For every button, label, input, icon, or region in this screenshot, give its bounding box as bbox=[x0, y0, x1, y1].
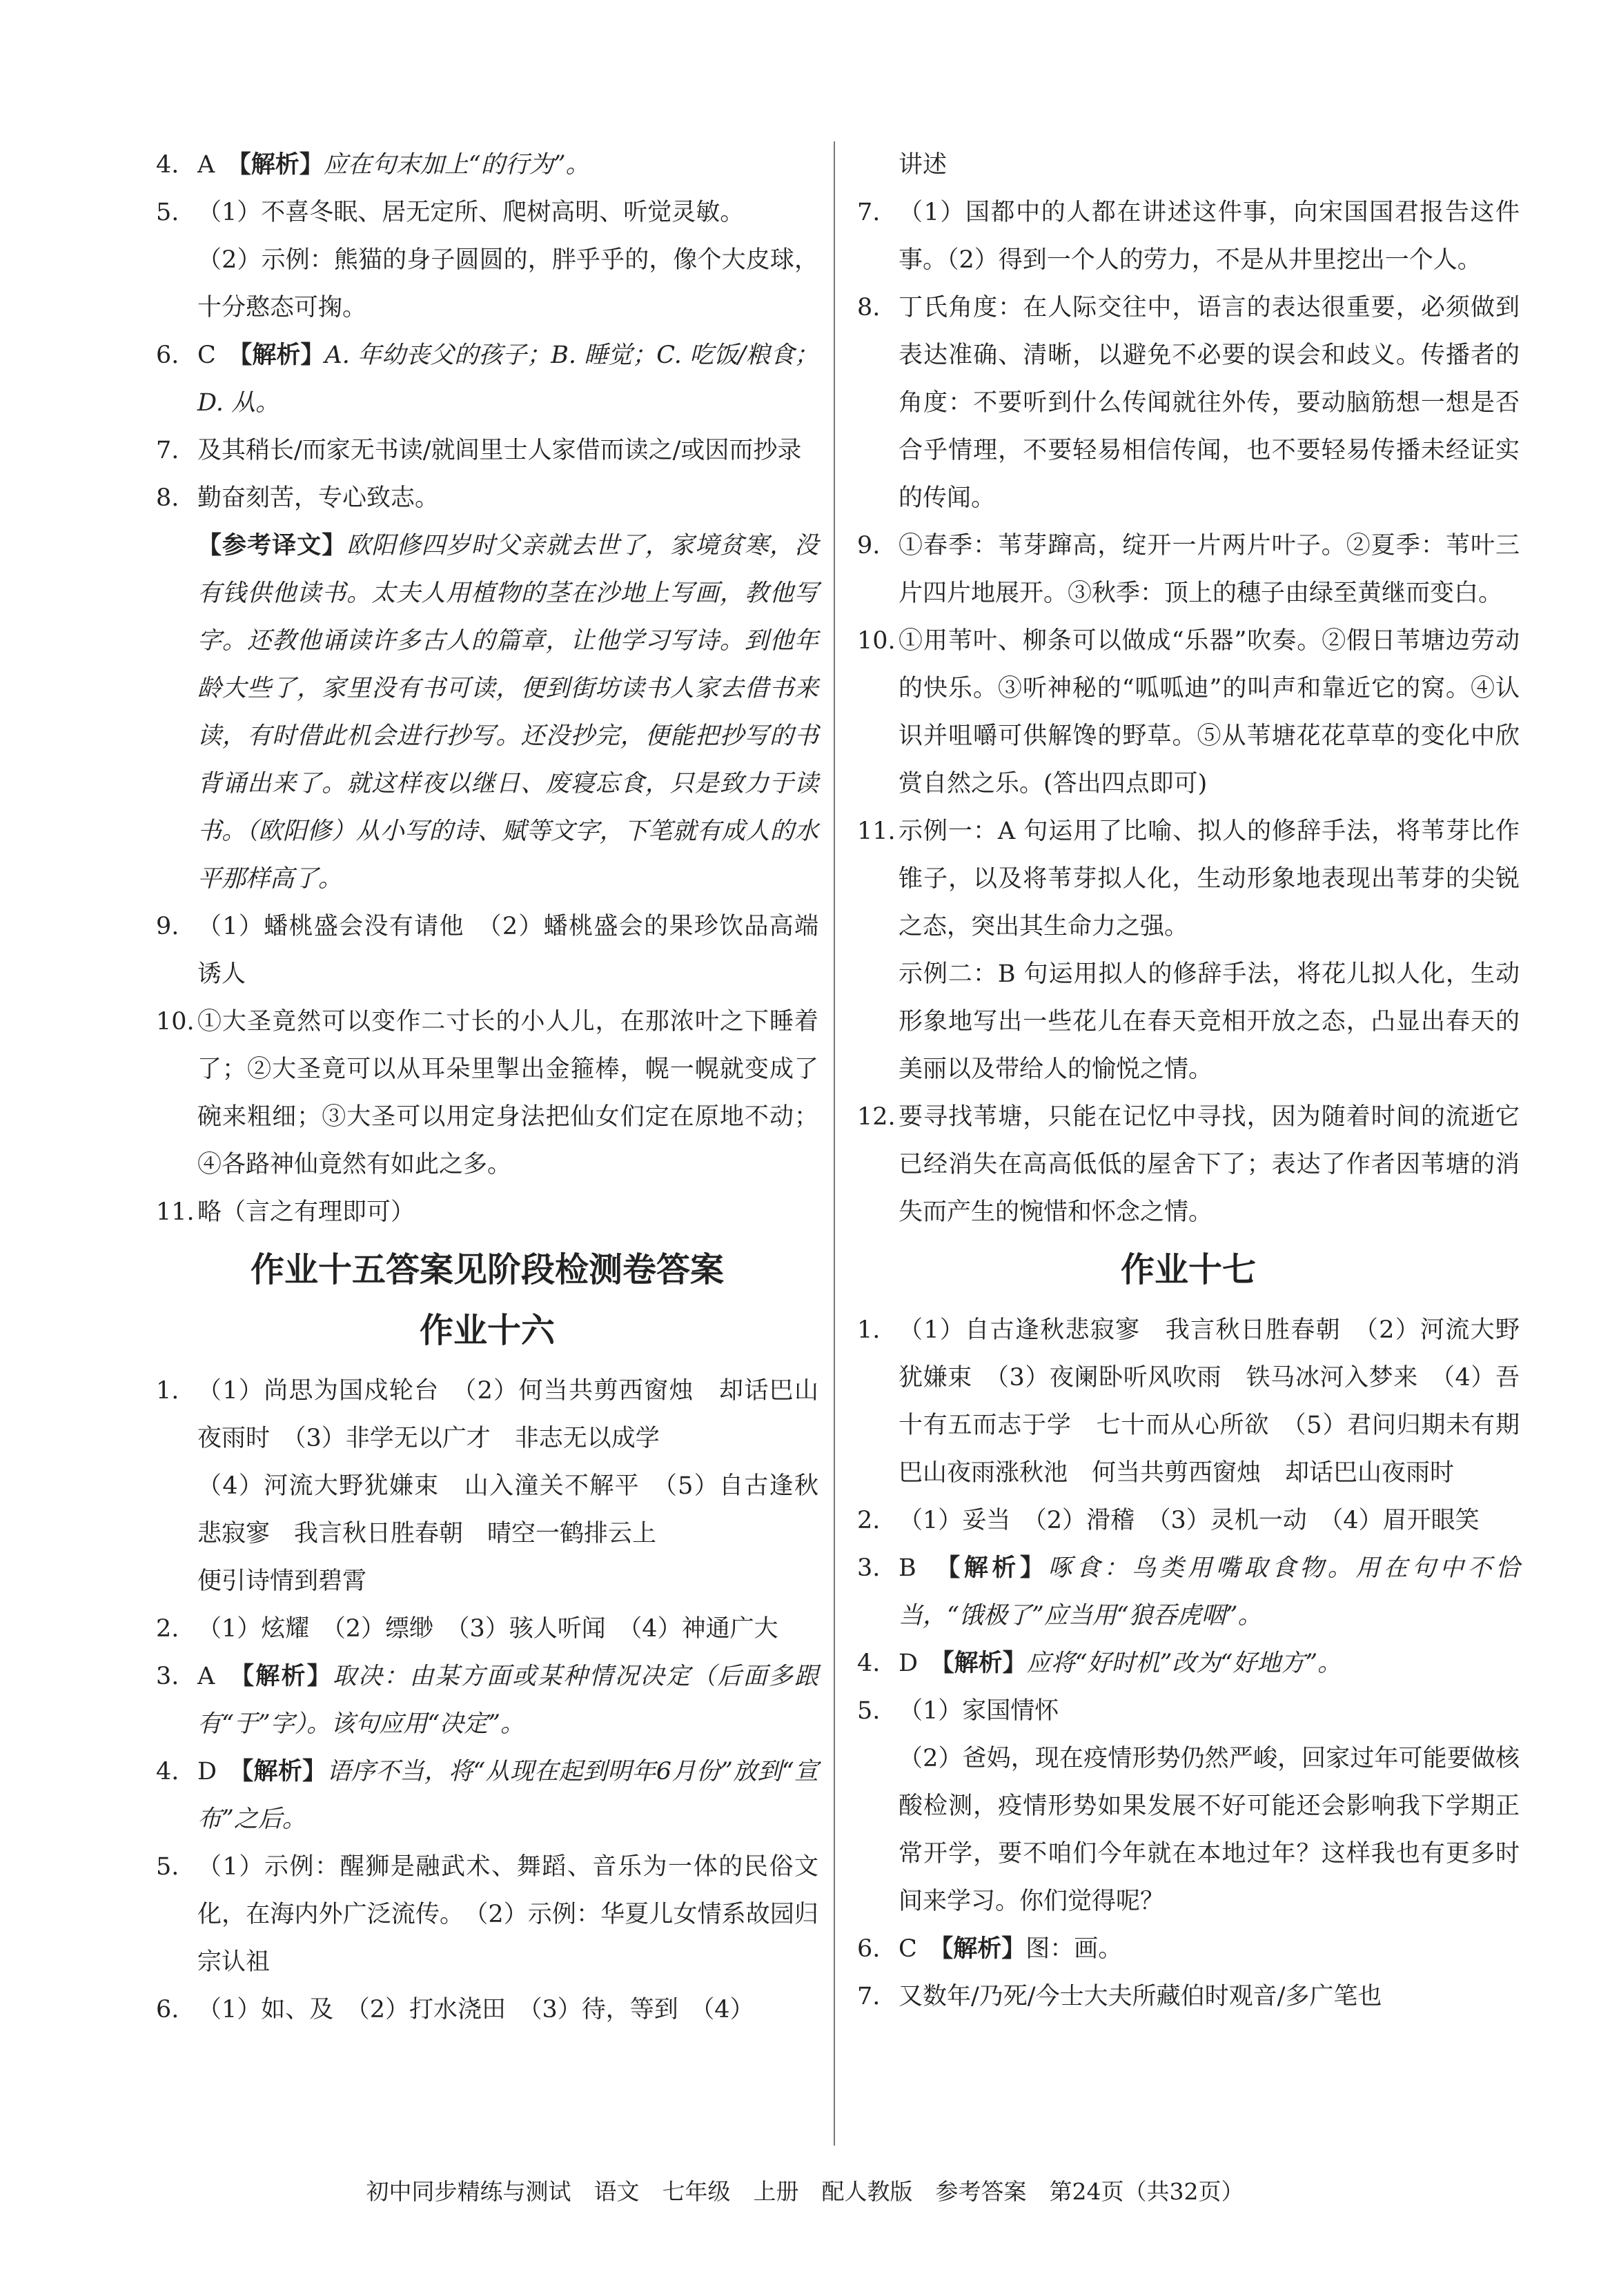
item-number: 1. bbox=[857, 1316, 881, 1344]
item-number: 11. bbox=[156, 1198, 195, 1226]
item-number: 8. bbox=[857, 294, 881, 321]
item-number: 7. bbox=[857, 1983, 881, 2010]
item-number: 3. bbox=[156, 1663, 179, 1690]
item-number: 2. bbox=[857, 1507, 881, 1534]
answer-text: D bbox=[197, 1758, 242, 1785]
answer-item bbox=[156, 1986, 818, 2034]
item-number: 6. bbox=[156, 342, 179, 369]
item-number: 11. bbox=[857, 818, 896, 845]
left-column bbox=[156, 141, 818, 2034]
answer-text: 又数年/乃死/今士大夫所藏伯时观音/多广笔也 bbox=[899, 1983, 1382, 2010]
answer-text: C bbox=[197, 342, 240, 369]
answer-item bbox=[156, 1653, 818, 1748]
item-number: 5. bbox=[156, 199, 179, 226]
answer-text: ①大圣竟然可以变作二寸长的小人儿，在那浓叶之下睡着了；②大圣竟可以从耳朵里掣出金箍棒，幌一幌就变成了碗来粗细；③大圣可以用定身法把仙女们定在原地不动；④各路神仙竟然有如此之多。 bbox=[197, 1008, 818, 1178]
item-number: 10. bbox=[156, 1008, 195, 1036]
answer-text: 要寻找苇塘，只能在记忆中寻找，因为随着时间的流逝它已经消失在高高低低的屋舍下了；表达了作者因苇塘的消失而产生的惋惜和怀念之情。 bbox=[899, 1103, 1520, 1226]
answer-item bbox=[857, 617, 1520, 808]
continued-text: 讲述 bbox=[899, 151, 948, 179]
answer-text: （1）如、及 （2）打水浇田 （3）待，等到 （4） bbox=[197, 1996, 754, 2023]
answer-item bbox=[857, 284, 1520, 522]
right-column bbox=[857, 141, 1544, 2021]
answer-item bbox=[857, 1640, 1520, 1688]
section-title: 作业十六 bbox=[419, 1311, 555, 1350]
item-number: 10. bbox=[857, 627, 896, 655]
answer-text: A. 年幼丧父的孩子；B. 睡觉；C. 吃饭/粮食；D. 从。 bbox=[197, 342, 818, 417]
answer-subitem: （2）爸妈，现在疫情形势仍然严峻，回家过年可能要做核酸检测，疫情形势如果发展不好可能还会影响我下学期正常开学，要不咱们今年就在本地过年？这样我也有更多时间来学习。你们觉得呢？ bbox=[899, 1745, 1520, 1915]
answer-item bbox=[156, 141, 818, 189]
item-number: 9. bbox=[857, 532, 881, 560]
answer-text: （1）示例：醒狮是融武术、舞蹈、音乐为一体的民俗文化，在海内外广泛流传。 （2）示例：华夏儿女情系故园归宗认祖 bbox=[197, 1853, 818, 1976]
analysis-label: 【解析】 bbox=[941, 1935, 1026, 1963]
answer-text: 示例一：A 句运用了比喻、拟人的修辞手法，将苇芽比作锥子，以及将苇芽拟人化，生动形象地表现出苇芽的尖锐之态，突出其生命力之强。 bbox=[899, 818, 1520, 940]
answer-text: 略（言之有理即可） bbox=[197, 1198, 415, 1226]
answer-text: 及其稍长/而家无书读/就闾里士人家借而读之/或因而抄录 bbox=[197, 437, 802, 464]
answer-text: 丁氏角度：在人际交往中，语言的表达很重要，必须做到表达准确、清晰，以避免不必要的误会和歧义。传播者的角度：不要听到什么传闻就往外传，要动脑筋想一想是否合乎情理，不要轻易相信传闻，也不要轻易传播未经证实的传闻。 bbox=[899, 294, 1520, 512]
answer-item bbox=[156, 1189, 818, 1236]
answer-text: 啄食：鸟类用嘴取食物。用在句中不恰当，“饿极了”应当用“狼吞虎咽”。 bbox=[899, 1554, 1520, 1630]
answer-text: C bbox=[899, 1935, 941, 1963]
answer-item bbox=[156, 475, 818, 522]
item-number: 8. bbox=[156, 484, 179, 512]
answer-text: B bbox=[899, 1554, 948, 1582]
analysis-label: 【解析】 bbox=[239, 342, 325, 369]
answer-item bbox=[857, 1688, 1520, 1735]
answer-item bbox=[156, 1843, 818, 1986]
item-number: 3. bbox=[857, 1554, 881, 1582]
item-number: 1. bbox=[156, 1377, 179, 1405]
item-number: 4. bbox=[156, 1758, 179, 1785]
analysis-label: 【解析】 bbox=[242, 1663, 333, 1690]
answer-text: ①用苇叶、柳条可以做成“乐器”吹奏。②假日苇塘边劳动的快乐。③听神秘的“呱呱迪”的叫声和靠近它的窝。④认识并咀嚼可供解馋的野草。⑤从苇塘花花草草的变化中欣赏自然之乐。(答出四点即可) bbox=[899, 627, 1520, 798]
answer-text: 取决：由某方面或某种情况决定（后面多跟有“于”字）。该句应用“决定”。 bbox=[197, 1663, 818, 1738]
item-number: 2. bbox=[156, 1615, 179, 1643]
answer-item bbox=[857, 1307, 1544, 1497]
answer-text: （1）炫耀 （2）缥缈 （3）骇人听闻 （4）神通广大 bbox=[197, 1615, 778, 1643]
answer-text: （1）国都中的人都在讲述这件事，向宋国国君报告这件事。（2）得到一个人的劳力，不是从井里挖出一个人。 bbox=[899, 199, 1520, 274]
answer-subitem: （2）示例：熊猫的身子圆圆的，胖乎乎的，像个大皮球，十分憨态可掬。 bbox=[197, 246, 818, 321]
analysis-label: 【解析】 bbox=[942, 1650, 1027, 1677]
answer-text: 应将“好时机”改为“好地方”。 bbox=[1026, 1650, 1342, 1677]
answer-item bbox=[857, 1973, 1520, 2021]
answer-item bbox=[857, 522, 1520, 617]
item-number: 4. bbox=[857, 1650, 881, 1677]
translation-label: 【参考译文】 bbox=[197, 532, 347, 560]
answer-item bbox=[156, 332, 818, 427]
answer-item bbox=[857, 1926, 1520, 1973]
answer-subitem: （4）河流大野犹嫌束 山入潼关不解平 （5）自古逢秋悲寂寥 我言秋日胜春朝 晴空一鹤排云上 bbox=[197, 1472, 818, 1547]
answer-item bbox=[857, 189, 1520, 284]
answer-item bbox=[156, 1605, 818, 1653]
translation-text: 欧阳修四岁时父亲就去世了，家境贫寒，没有钱供他读书。太夫人用植物的茎在沙地上写画，教他写字。还教他诵读许多古人的篇章，让他学习写诗。到他年龄大些了，家里没有书可读，便到街坊读书人家去借书来读，有时借此机会进行抄写。还没抄完，便能把抄写的书背诵出来了。就这样夜以继日、废寝忘食，只是致力于读书。（欧阳修）从小写的诗、赋等文字，下笔就有成人的水平那样高了。 bbox=[197, 532, 818, 893]
answer-item bbox=[857, 1497, 1520, 1545]
item-number: 12. bbox=[857, 1103, 896, 1131]
answer-item bbox=[857, 1545, 1520, 1640]
item-number: 6. bbox=[857, 1935, 881, 1963]
answer-text: 应在句末加上“的行为”。 bbox=[323, 151, 590, 179]
item-number: 6. bbox=[156, 1996, 179, 2023]
item-number: 9. bbox=[156, 913, 179, 940]
answer-text: （1）蟠桃盛会没有请他 （2）蟠桃盛会的果珍饮品高端诱人 bbox=[197, 913, 818, 988]
answer-text: ①春季：苇芽蹿高，绽开一片两片叶子。②夏季：苇叶三片四片地展开。③秋季：顶上的穗子由绿至黄继而变白。 bbox=[899, 532, 1520, 607]
answer-text: A bbox=[197, 151, 239, 179]
answer-text: 语序不当，将“从现在起到明年6月份”放到“宣布”之后。 bbox=[197, 1758, 819, 1833]
answer-text: （1）家国情怀 bbox=[899, 1697, 1059, 1725]
section-title: 作业十七 bbox=[1120, 1250, 1256, 1289]
answer-item bbox=[156, 1748, 818, 1843]
answer-item bbox=[156, 998, 818, 1189]
answer-subitem: 示例二：B 句运用拟人的修辞手法，将花儿拟人化，生动形象地写出一些花儿在春天竞相开放之态，凸显出春天的美丽以及带给人的愉悦之情。 bbox=[899, 960, 1520, 1083]
answer-text: （1）妥当 （2）滑稽 （3）灵机一动 （4）眉开眼笑 bbox=[899, 1507, 1480, 1534]
item-number: 7. bbox=[156, 437, 179, 464]
analysis-label: 【解析】 bbox=[948, 1554, 1048, 1582]
analysis-label: 【解析】 bbox=[241, 1758, 327, 1785]
answer-item bbox=[156, 903, 818, 998]
section-title: 作业十五答案见阶段检测卷答案 bbox=[250, 1250, 724, 1289]
answer-text: A bbox=[197, 1663, 242, 1690]
answer-text: （1）尚思为国戍轮台 （2）何当共剪西窗烛 却话巴山夜雨时 （3）非学无以广才 非志无以成学 bbox=[197, 1377, 818, 1452]
item-number: 7. bbox=[857, 199, 881, 226]
analysis-label: 【解析】 bbox=[239, 151, 324, 179]
answer-item bbox=[857, 1093, 1520, 1236]
answer-text: D bbox=[899, 1650, 943, 1677]
page-footer: 初中同步精练与测试 语文 七年级 上册 配人教版 参考答案 第24页（共32页） bbox=[366, 2178, 1244, 2205]
item-number: 4. bbox=[156, 151, 179, 179]
item-number: 5. bbox=[857, 1697, 881, 1725]
answer-item bbox=[857, 808, 1520, 951]
answer-item bbox=[156, 427, 818, 475]
answer-text: （1）不喜冬眠、居无定所、爬树高明、听觉灵敏。 bbox=[197, 199, 745, 226]
answer-subitem: 便引诗情到碧霄 bbox=[197, 1567, 367, 1595]
answer-item bbox=[156, 1367, 818, 1463]
column-divider bbox=[834, 141, 835, 2146]
answer-item bbox=[156, 189, 818, 237]
answer-text: 勤奋刻苦，专心致志。 bbox=[197, 484, 440, 512]
item-number: 5. bbox=[156, 1853, 179, 1881]
answer-text: 图：画。 bbox=[1025, 1935, 1123, 1963]
answer-text: （1）自古逢秋悲寂寥 我言秋日胜春朝 （2）河流大野犹嫌束 （3）夜阑卧听风吹雨 铁马冰河入梦来 （4）吾十有五而志于学 七十而从心所欲 （5）君问归期未有期 巴山夜雨涨秋池 何当共剪西窗烛 却话巴山夜雨时 bbox=[899, 1316, 1544, 1487]
reference-translation bbox=[156, 522, 818, 903]
